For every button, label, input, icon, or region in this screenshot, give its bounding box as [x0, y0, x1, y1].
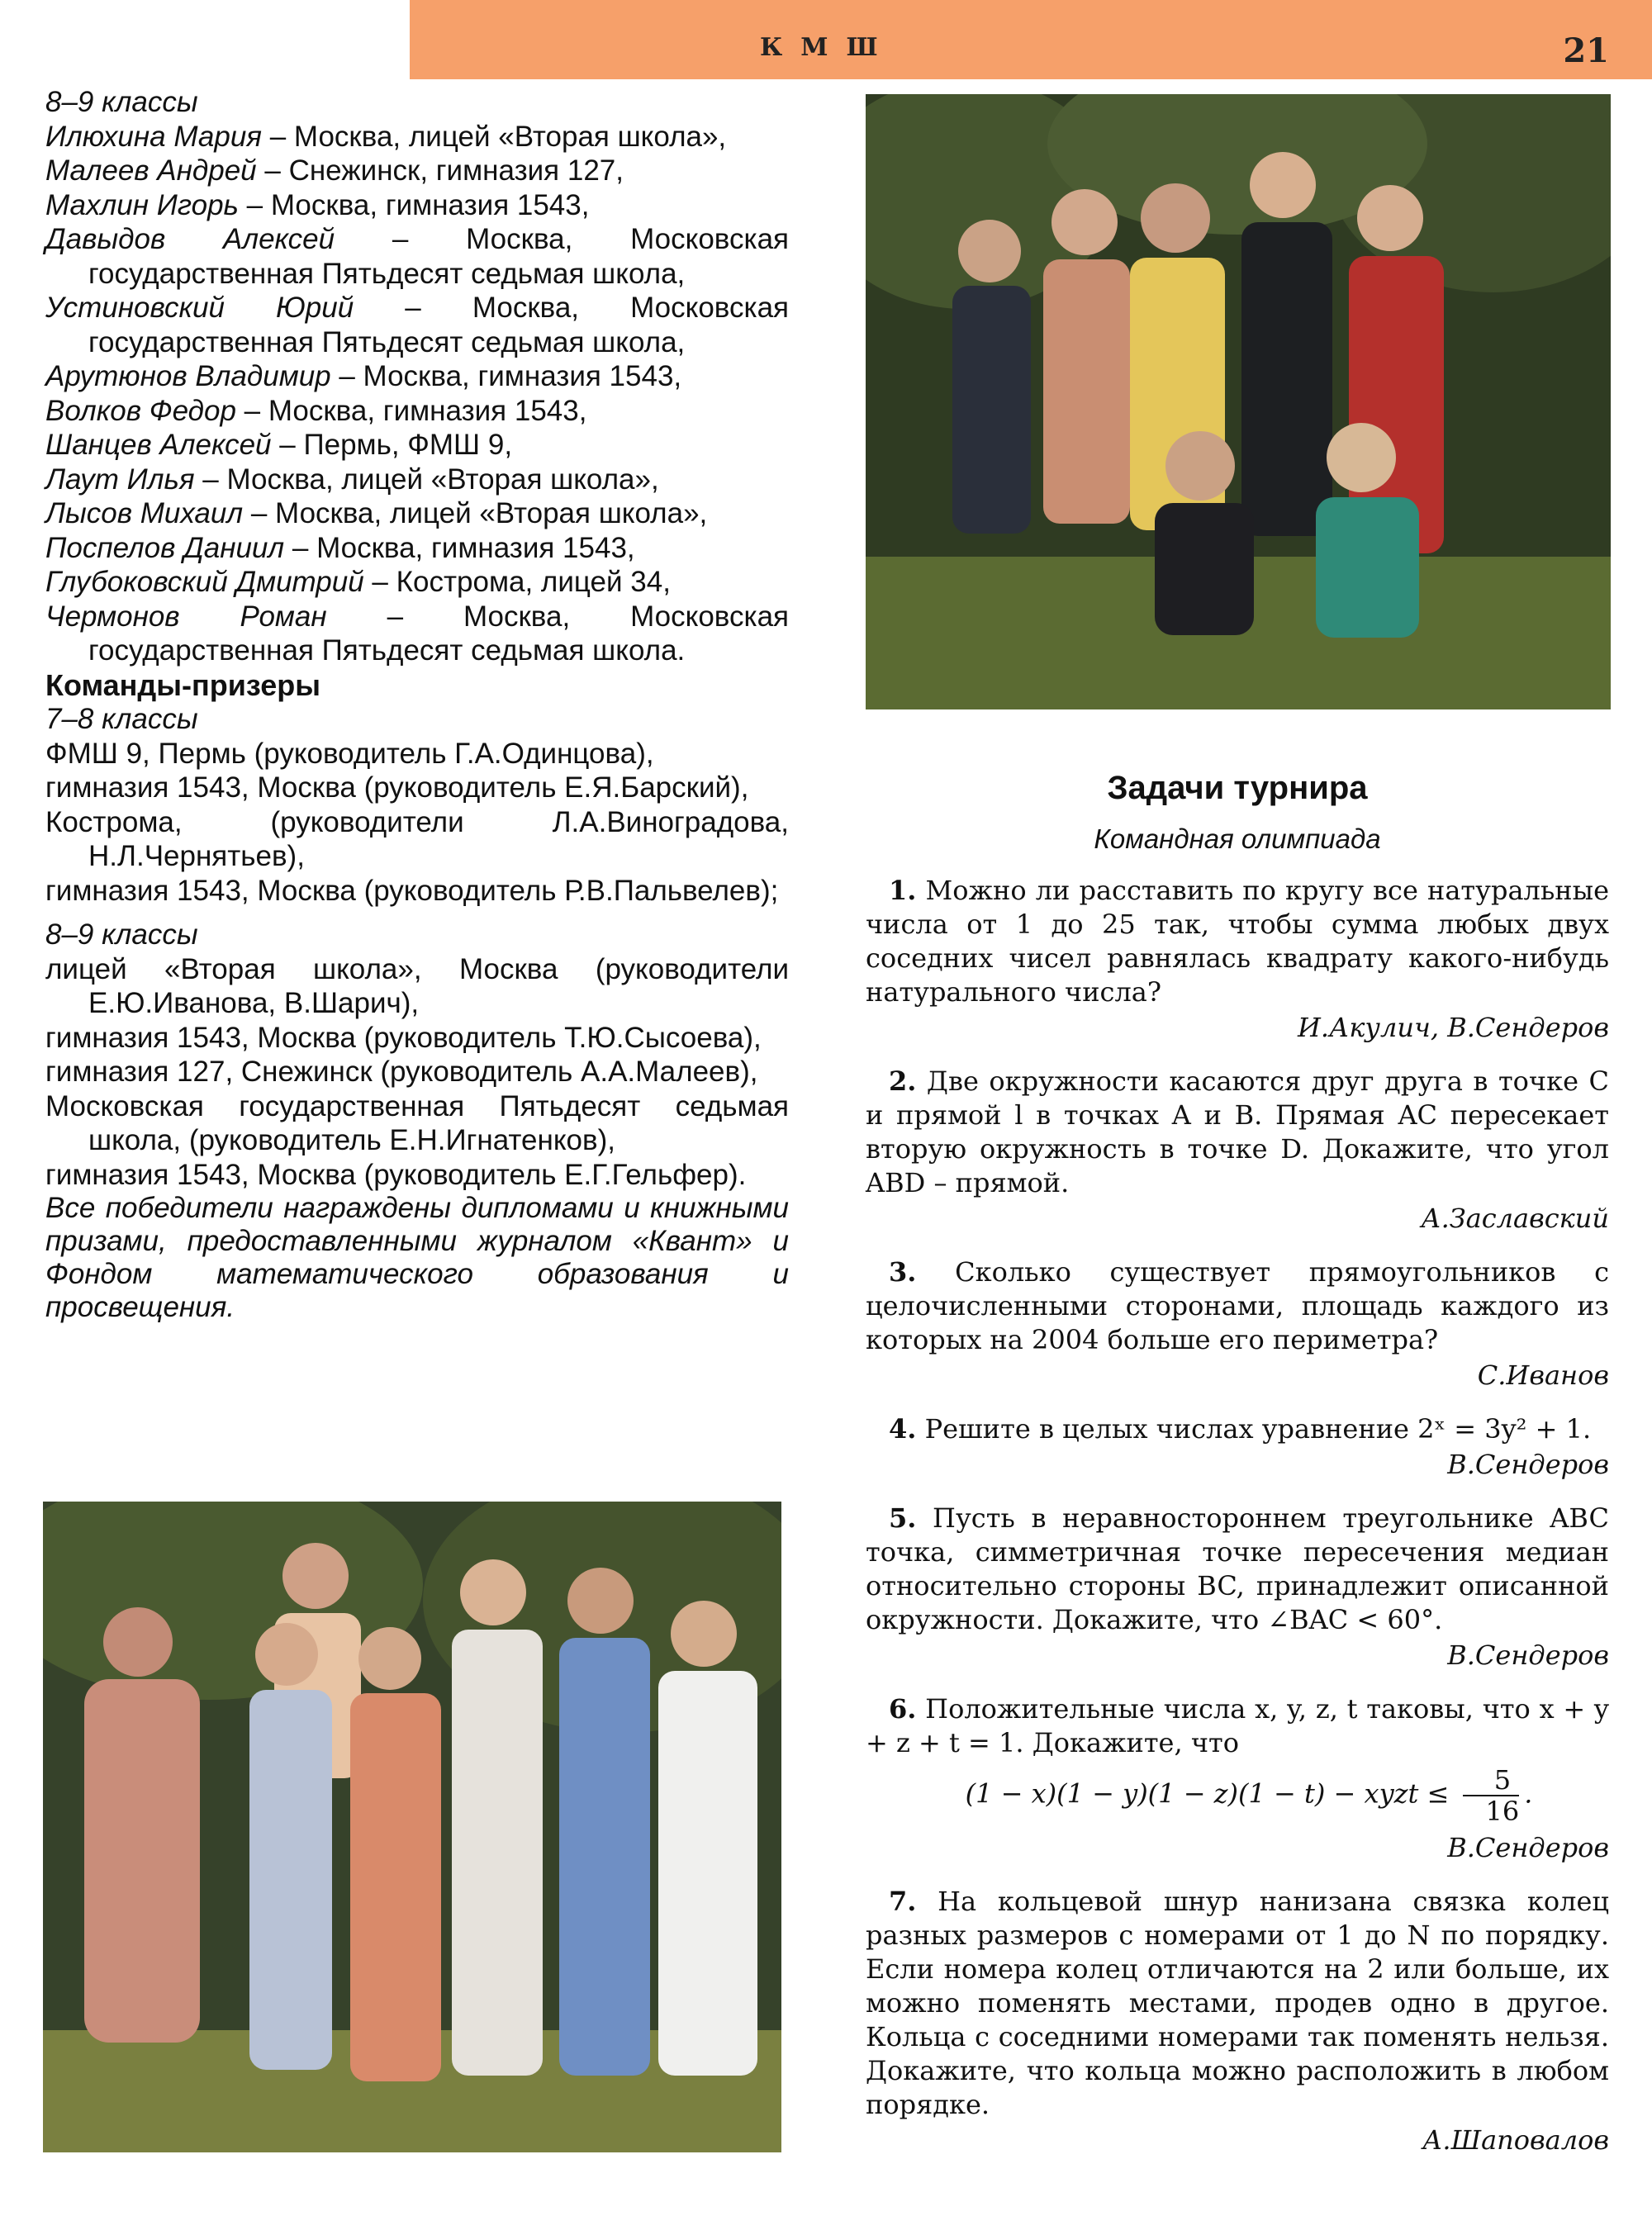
problem-author: А.Шаповалов — [1422, 2124, 1609, 2156]
list-item: Шанцев Алексей – Пермь, ФМШ 9, — [45, 429, 513, 461]
list-item: Давыдов Алексей – Москва, Московская государственная Пятьдесят седьмая школа, — [45, 223, 789, 290]
list-item: Лысов Михаил – Москва, лицей «Вторая школа», — [45, 497, 708, 529]
team-photo-bottom — [43, 1502, 781, 2152]
problem-4: 4. Решите в целых числах уравнение 2ˣ = 3y² + 1. В.Сендеров — [866, 1412, 1609, 1482]
problem-7: 7. На кольцевой шнур нанизана связка колец разных размеров с номерами от 1 до N по порядку. Если номера колец отличаются на 2 или больше, их можно поменять местами, продев одно в другое. Кольца с соседними номерами так поменять нельзя. Докажите, что кольца можно расположить в любом порядке. А.Шаповалов — [866, 1886, 1609, 2156]
list-item: гимназия 127, Снежинск (руководитель А.А.Малеев), — [45, 1056, 758, 1088]
list-item: Арутюнов Владимир – Москва, гимназия 1543, — [45, 360, 682, 392]
list-item: Махлин Игорь – Москва, гимназия 1543, — [45, 188, 590, 221]
problems-heading: Задачи турнира — [1107, 770, 1368, 806]
problem-author: А.Заславский — [1421, 1203, 1609, 1234]
list-item: Глубоковский Дмитрий – Кострома, лицей 34, — [45, 566, 671, 598]
problems-subheading: Командная олимпиада — [1094, 823, 1381, 854]
winners-subtitle: 8–9 классы — [45, 86, 198, 118]
list-item: Лаут Илья – Москва, лицей «Вторая школа», — [45, 463, 659, 496]
problem-3: 3. Сколько существует прямоугольников с целочисленными сторонами, площадь каждого из которых на 2004 больше его периметра? С.Иванов — [866, 1256, 1610, 1391]
problem-author: И.Акулич, В.Сендеров — [1298, 1012, 1609, 1043]
left-column — [45, 85, 789, 1324]
problem-author: С.Иванов — [1477, 1359, 1609, 1391]
list-item: Малеев Андрей – Снежинск, гимназия 127, — [45, 154, 624, 187]
list-item: Устиновский Юрий – Москва, Московская государственная Пятьдесят седьмая школа, — [45, 292, 789, 358]
list-item: гимназия 1543, Москва (руководитель Е.Я.Барский), — [45, 771, 749, 804]
list-item: ФМШ 9, Пермь (руководитель Г.А.Одинцова), — [45, 737, 654, 770]
teams-group1-subtitle: 7–8 классы — [45, 703, 198, 735]
list-item: Чермонов Роман – Москва, Московская государственная Пятьдесят седьмая школа. — [45, 600, 790, 667]
problem-5: 5. Пусть в неравностороннем треугольнике ABC точка, симметричная точке пересечения медиан относительно стороны BC, принадлежит описанной окружности. Докажите, что ∠BAC < 60°. В.Сендеров — [866, 1502, 1609, 1671]
closing-note: Все победители награждены дипломами и книжными призами, предоставленными журналом «Квант» и Фондом математического образования и просвещения. — [45, 1192, 789, 1323]
winners-list — [45, 120, 789, 668]
teams-heading: Команды-призеры — [45, 667, 321, 702]
problems-section — [866, 771, 1609, 2177]
list-item: гимназия 1543, Москва (руководитель Р.В.Пальвелев); — [45, 874, 779, 907]
list-item: Кострома, (руководители Л.А.Виноградова, Н.Л.Чернятьев), — [45, 805, 789, 872]
list-item: Илюхина Мария – Москва, лицей «Вторая школа», — [45, 120, 727, 153]
list-item: гимназия 1543, Москва (руководитель Т.Ю.Сысоева), — [45, 1021, 762, 1054]
problem-2: 2. Две окружности касаются друг друга в точке C и прямой l в точках A и B. Прямая AC пересекает вторую окружность в точке D. Докажите, что угол ABD – прямой. А.Заславский — [866, 1065, 1610, 1234]
problem-formula: (1 − x)(1 − y)(1 − z)(1 − t) − xyzt ≤ $\frac{5}{16}$ . — [965, 1764, 1533, 1827]
problem-6: 6. Положительные числа x, y, z, t таковы, что x + y + z + t = 1. Докажите, что (1 − x)(1 − y)(1 − z)(1 − t) − xyzt ≤ $\frac{5}{16}$ . В.Сендеров — [866, 1693, 1609, 1863]
list-item: Поспелов Даниил – Москва, гимназия 1543, — [45, 531, 635, 564]
problem-author: В.Сендеров — [1447, 1449, 1609, 1480]
list-item: Волков Федор – Москва, гимназия 1543, — [45, 394, 587, 427]
list-item: Московская государственная Пятьдесят седьмая школа, (руководитель Е.Н.Игнатенков), — [45, 1089, 789, 1156]
team-photo-top — [866, 94, 1611, 709]
list-item: лицей «Вторая школа», Москва (руководители Е.Ю.Иванова, В.Шарич), — [45, 952, 789, 1019]
fraction: $\frac{5}{16}$ — [1463, 1765, 1520, 1826]
problem-author: В.Сендеров — [1447, 1832, 1609, 1863]
problem-1: 1. Можно ли расставить по кругу все натуральные числа от 1 до 25 так, чтобы сумма любых двух соседних чисел равнялась квадрату какого-нибудь натурального числа? И.Акулич, В.Сендеров — [866, 875, 1610, 1043]
header-bar — [410, 0, 1652, 79]
problem-author: В.Сендеров — [1447, 1639, 1609, 1671]
header-title: КМШ — [760, 33, 896, 62]
page-number: 21 — [1563, 31, 1609, 70]
teams-group2-subtitle: 8–9 классы — [45, 918, 198, 951]
list-item: гимназия 1543, Москва (руководитель Е.Г.Гельфер). — [45, 1158, 747, 1191]
